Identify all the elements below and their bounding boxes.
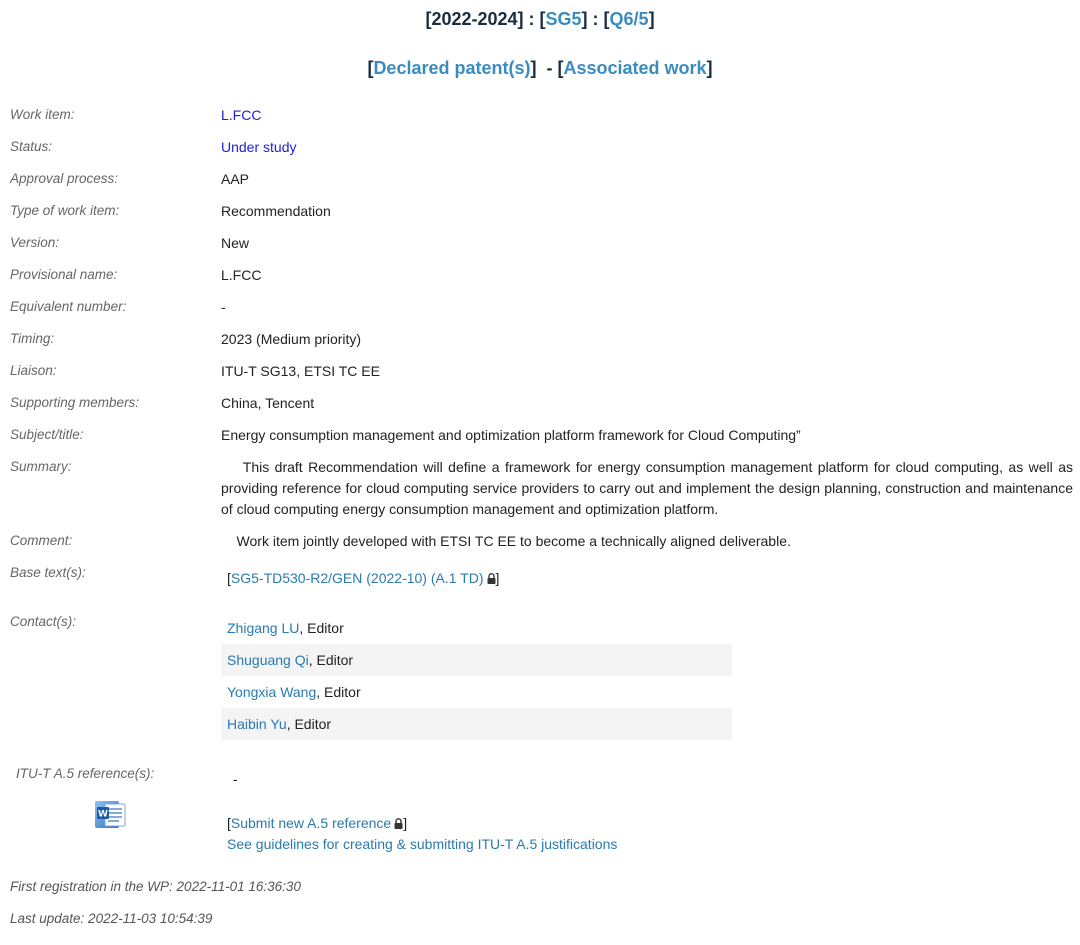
a5-reference-value: - <box>233 771 238 787</box>
summary-label: Summary: <box>10 459 72 474</box>
contact-row <box>221 612 732 644</box>
bracket: [ <box>425 9 432 29</box>
subject-title-label: Subject/title: <box>10 427 84 442</box>
timing-label: Timing: <box>10 331 55 346</box>
contact-role: , Editor <box>286 716 332 732</box>
approval-process-value: AAP <box>221 171 250 187</box>
submit-a5-wrapper <box>227 815 407 832</box>
work-item-label: Work item: <box>10 107 75 122</box>
a5-reference-label: ITU-T A.5 reference(s): <box>16 766 155 781</box>
type-of-work-item-label: Type of work item: <box>10 203 120 218</box>
bracket: ] <box>706 58 713 78</box>
separator: ] - [ <box>530 58 564 78</box>
comment-label: Comment: <box>10 533 73 548</box>
base-text-link[interactable]: SG5-TD530-R2/GEN (2022-10) (A.1 TD) <box>230 570 484 586</box>
timing-value: 2023 (Medium priority) <box>221 331 362 347</box>
bracket: ] <box>403 815 408 831</box>
contact-link[interactable]: Zhigang LU <box>227 620 300 636</box>
type-of-work-item-value: Recommendation <box>221 203 331 219</box>
contact-link[interactable]: Haibin Yu <box>227 716 287 732</box>
summary-value: This draft Recommendation will define a framework for energy consumption management platform for cloud computing, as well as providing reference for cloud computing service providers to carry out and implement the design planning, construction and maintenance of cloud computing energy consumption management and optimization platform. <box>221 459 1073 517</box>
comment-value: Work item jointly developed with ETSI TC EE to become a technically aligned deliverable. <box>221 533 791 549</box>
contact-row <box>221 644 732 676</box>
separator: ] : [ <box>517 9 546 29</box>
approval-process-label: Approval process: <box>10 171 119 186</box>
version-value: New <box>221 235 250 251</box>
lock-icon <box>394 816 403 832</box>
equivalent-number-label: Equivalent number: <box>10 299 127 314</box>
provisional-name-value: L.FCC <box>221 267 262 283</box>
base-text-label: Base text(s): <box>10 565 86 580</box>
bracket: [ <box>227 570 231 586</box>
lock-icon <box>487 571 496 587</box>
equivalent-number-value: - <box>221 299 226 315</box>
first-registration: First registration in the WP: 2022-11-01 16:36:30 <box>10 879 301 894</box>
separator: ] : [ <box>581 9 610 29</box>
contact-role: , Editor <box>299 620 344 636</box>
sg5-link[interactable]: SG5 <box>545 9 582 29</box>
submit-a5-link[interactable]: Submit new A.5 reference <box>230 815 392 831</box>
contact-row <box>221 708 732 740</box>
contact-role: , Editor <box>308 652 354 668</box>
declared-patents-link[interactable]: Declared patent(s) <box>373 58 531 78</box>
contact-link[interactable]: Yongxia Wang <box>227 684 317 700</box>
breadcrumb <box>0 9 1080 30</box>
base-text-value <box>227 570 499 587</box>
status-label: Status: <box>10 139 53 154</box>
contact-link[interactable]: Shuguang Qi <box>227 652 309 668</box>
liaison-label: Liaison: <box>10 363 57 378</box>
last-update: Last update: 2022-11-03 10:54:39 <box>10 911 213 926</box>
subject-title-value: Energy consumption management and optimization platform framework for Cloud Computing” <box>221 427 801 443</box>
bracket: [ <box>227 815 231 831</box>
bracket: [ <box>367 58 374 78</box>
work-item-value: L.FCC <box>221 107 262 123</box>
period-label: 2022-2024 <box>431 9 518 29</box>
contact-role: , Editor <box>316 684 361 700</box>
supporting-members-value: China, Tencent <box>221 395 315 411</box>
version-label: Version: <box>10 235 60 250</box>
status-value: Under study <box>221 139 297 155</box>
question-link[interactable]: Q6/5 <box>609 9 649 29</box>
related-links <box>0 58 1080 79</box>
bracket: ] <box>648 9 655 29</box>
bracket: ] <box>495 570 500 586</box>
guidelines-link[interactable]: See guidelines for creating & submitting ITU-T A.5 justifications <box>227 836 618 852</box>
supporting-members-label: Supporting members: <box>10 395 140 410</box>
contacts-label: Contact(s): <box>10 614 77 629</box>
provisional-name-label: Provisional name: <box>10 267 118 282</box>
svg-text:W: W <box>98 809 108 820</box>
liaison-value: ITU-T SG13, ETSI TC EE <box>221 363 380 379</box>
contact-row <box>221 676 732 708</box>
associated-work-link[interactable]: Associated work <box>563 58 707 78</box>
word-document-icon[interactable] <box>93 798 127 833</box>
